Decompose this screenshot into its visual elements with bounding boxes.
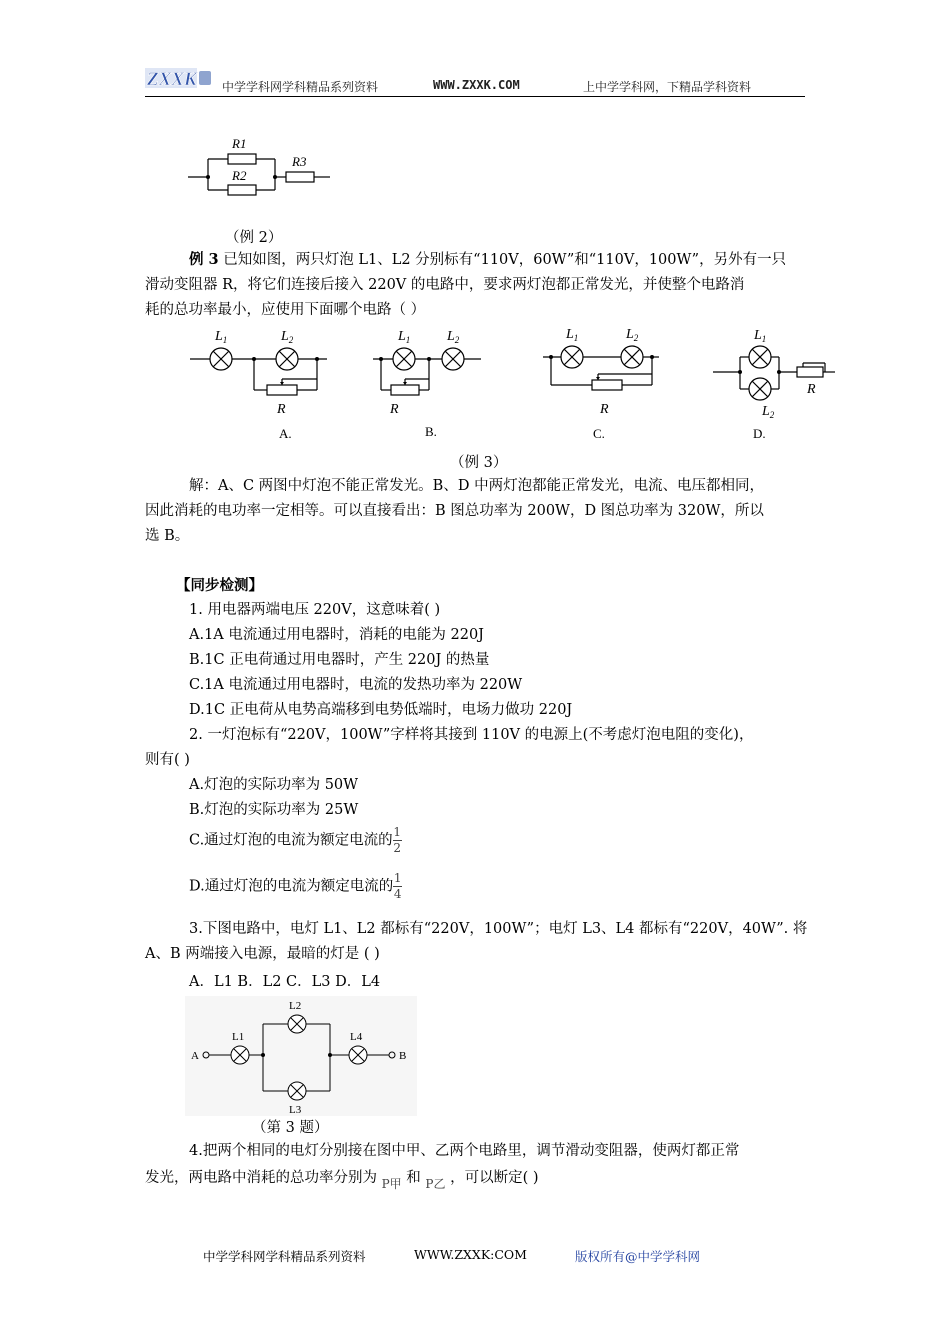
question-4-line-1: 4.把两个相同的电灯分别接在图中甲、乙两个电路里，调节滑动变阻器，使两灯都正常	[189, 1143, 740, 1159]
question-2-line-2: 则有( )	[145, 752, 190, 768]
terminal-b-label: B	[399, 1050, 407, 1062]
question3-circuit	[185, 996, 417, 1116]
q2-option-d-text: D.通过灯泡的电流为额定电流的	[189, 878, 394, 895]
q2-option-c-text: C.通过灯泡的电流为额定电流的	[189, 832, 393, 849]
svg-text:L2: $L_2$	[762, 404, 775, 420]
q3-options: A．L1 B．L2 C．L3 D．L4	[189, 974, 381, 990]
example3-text-1: 已知如图，两只灯泡 L1、L2 分别标有“110V，60W”和“110V，100W”，另外有一只	[223, 252, 787, 268]
q1-option-c: C.1A 电流通过用电器时，电流的发热功率为 220W	[189, 677, 523, 693]
example3-title: 例 3	[189, 251, 219, 268]
q1-option-d: D.1C 正电荷从电势高端移到电势低端时，电场力做功 220J	[189, 702, 573, 718]
header-right-text: 上中学学科网，下精品学科资料	[583, 80, 752, 94]
header-url[interactable]: WWW.ZXXK.COM	[433, 78, 520, 92]
zxxk-logo	[145, 66, 213, 90]
power-p-yi: P乙	[425, 1177, 446, 1191]
r2-label: R2	[232, 168, 247, 183]
example3-text-3: 耗的总功率最小，应使用下面哪个电路（ ）	[145, 302, 426, 318]
svg-text:R: R	[390, 402, 399, 417]
fraction-one-half: $\frac{1}{2}$	[393, 825, 401, 855]
svg-text:R: R	[277, 402, 286, 417]
question-4-line-2-text: 发光，两电路中消耗的总功率分别为	[145, 1170, 377, 1186]
l1-label: L1	[232, 1031, 245, 1043]
example3-caption: （例 3）	[450, 455, 508, 471]
question-4-line-2-end: ，可以断定( )	[450, 1170, 539, 1186]
q2-option-b: B.灯泡的实际功率为 25W	[189, 802, 359, 818]
solution-text-1: 解：A、C 两图中灯泡不能正常发光。B、D 中两灯泡都能正常发光，电流、电压都相同，	[189, 478, 765, 494]
q1-option-a: A.1A 电流通过用电器时，消耗的电能为 220J	[189, 627, 484, 643]
q2-option-c	[189, 826, 402, 855]
svg-text:L1: $L_1$	[215, 329, 228, 345]
svg-text:L2: $L_2$	[447, 329, 460, 345]
header-left-text: 中学学科网学科精品系列资料	[222, 80, 379, 94]
option-b-label: B.	[425, 424, 437, 439]
section-title: 【同步检测】	[176, 577, 263, 594]
question-2-line-1: 2. 一灯泡标有“220V，100W”字样将其接到 110V 的电源上(不考虑灯泡电阻的变化)，	[189, 727, 754, 743]
svg-text:R: R	[600, 402, 609, 417]
question-1: 1. 用电器两端电压 220V，这意味着( )	[189, 602, 441, 618]
solution-text-2: 因此消耗的电功率一定相等。可以直接看出：B 图总功率为 200W，D 图总功率为 320W，所以	[145, 503, 764, 519]
l2-label: L2	[289, 1000, 302, 1012]
solution-text-3: 选 B。	[145, 528, 190, 544]
question3-caption: （第 3 题）	[252, 1120, 329, 1136]
svg-text:ZXXK: ZXXK	[147, 69, 197, 90]
example2-caption: （例 2）	[225, 230, 283, 246]
l3-label: L3	[289, 1104, 302, 1116]
footer-copyright-link[interactable]: 版权所有@中学学科网	[575, 1249, 701, 1264]
footer-left-text: 中学学科网学科精品系列资料	[203, 1249, 366, 1264]
q2-option-a: A.灯泡的实际功率为 50W	[189, 777, 359, 793]
svg-text:L1: $L_1$	[754, 328, 767, 344]
svg-text:L2: $L_2$	[626, 327, 639, 343]
fraction-one-quarter: $\frac{1}{4}$	[393, 871, 402, 901]
example2-circuit	[180, 128, 340, 198]
q2-option-d	[189, 872, 402, 901]
svg-text:L1: $L_1$	[398, 329, 411, 345]
q1-option-b: B.1C 正电荷通过用电器时，产生 220J 的热量	[189, 652, 490, 668]
power-p-jia: P甲	[381, 1177, 402, 1191]
question-3-line-1: 3.下图电路中，电灯 L1、L2 都标有“220V，100W”；电灯 L3、L4 都标有“220V，40W”. 将	[189, 921, 808, 937]
example3-circuits	[185, 322, 845, 450]
svg-text:R: R	[807, 382, 816, 397]
svg-text:L2: $L_2$	[281, 329, 294, 345]
r3-label: R3	[292, 154, 307, 169]
example3-text-2: 滑动变阻器 R，将它们连接后接入 220V 的电路中，要求两灯泡都正常发光，并使整个电路消	[145, 277, 745, 293]
l4-label: L4	[350, 1031, 363, 1043]
svg-text:L1: $L_1$	[566, 327, 579, 343]
terminal-a-label: A	[191, 1050, 199, 1062]
footer-url[interactable]: WWW.ZXXK:COM	[414, 1247, 527, 1262]
question-4-line-2	[145, 1168, 539, 1191]
option-d-label: D.	[753, 426, 766, 441]
option-c-label: C.	[593, 426, 605, 441]
option-a-label: A.	[279, 426, 292, 441]
and-text: 和	[406, 1170, 421, 1186]
question-3-line-2: A、B 两端接入电源，最暗的灯是 ( )	[145, 946, 380, 962]
r1-label: R1	[232, 136, 247, 151]
